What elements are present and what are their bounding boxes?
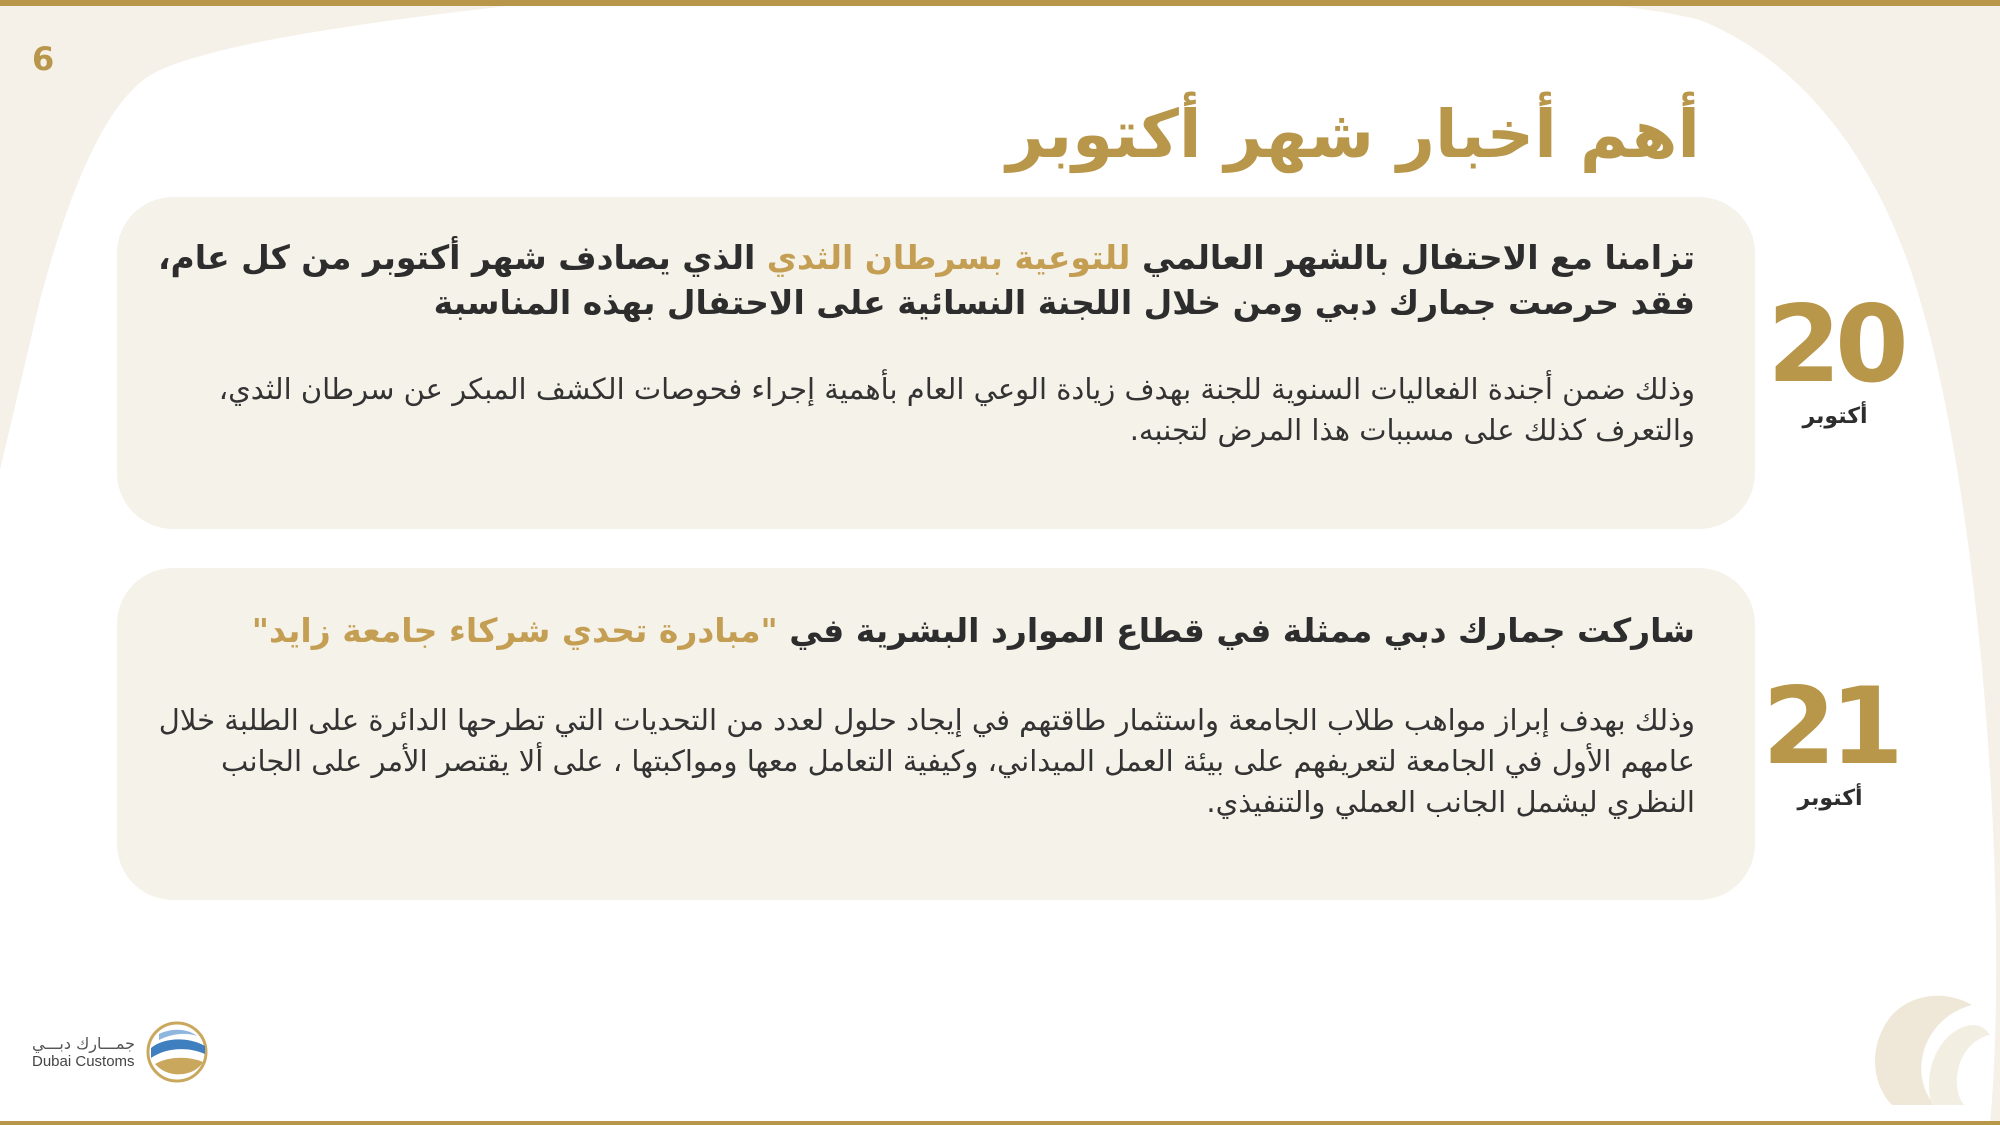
news-headline xyxy=(157,235,1695,325)
news-body: وذلك ضمن أجندة الفعاليات السنوية للجنة بهدف زيادة الوعي العام بأهمية إجراء فحوصات الكشف المبكر عن سرطان الثدي، والتعرف كذلك على مسببات هذا المرض لتجنبه. xyxy=(218,372,1695,447)
top-border xyxy=(0,0,2000,6)
headline-text: تزامنا مع الاحتفال بالشهر العالمي xyxy=(1130,238,1695,277)
headline-text: شاركت جمارك دبي ممثلة في قطاع الموارد البشرية في xyxy=(777,611,1695,650)
headline-highlight: "مبادرة تحدي شركاء جامعة زايد" xyxy=(251,611,778,650)
headline-text: الذي يصادف شهر أكتوبر من كل عام، فقد حرصت جمارك دبي ومن خلال اللجنة النسائية على الاحتفال بهذه المناسبة xyxy=(158,238,1695,322)
globe-logo-icon xyxy=(145,1020,209,1084)
headline-highlight: للتوعية بسرطان الثدي xyxy=(766,238,1131,277)
news-date xyxy=(1740,665,1920,811)
date-day: 21 xyxy=(1762,665,1898,788)
decorative-calligraphy-icon xyxy=(1862,985,1992,1110)
page-title: أهم أخبار شهر أكتوبر xyxy=(1006,96,1700,173)
logo-text xyxy=(32,1034,135,1070)
date-month: أكتوبر xyxy=(1797,786,1863,811)
news-body: وذلك بهدف إبراز مواهب طلاب الجامعة واستثمار طاقتهم في إيجاد حلول لعدد من التحديات التي تطرحها الدائرة على الطلبة خلال عامهم الأول في الجامعة لتعريفهم على بيئة العمل الميداني، وكيفية التعامل معها ومواكبتها ، على ألا يقتصر الأمر على الجانب النظري ليشمل الجانب العملي والتنفيذي. xyxy=(158,703,1695,819)
bottom-border xyxy=(0,1121,2000,1125)
news-card xyxy=(117,197,1755,529)
dubai-customs-logo xyxy=(32,1020,209,1084)
news-date xyxy=(1745,283,1925,429)
logo-english: Dubai Customs xyxy=(32,1053,135,1070)
date-month: أكتوبر xyxy=(1802,404,1868,429)
news-card xyxy=(117,568,1755,900)
date-day: 20 xyxy=(1767,283,1903,406)
logo-arabic: جمـــارك دبـــي xyxy=(32,1034,136,1053)
page-number: 6 xyxy=(32,40,55,78)
news-headline xyxy=(157,608,1695,653)
